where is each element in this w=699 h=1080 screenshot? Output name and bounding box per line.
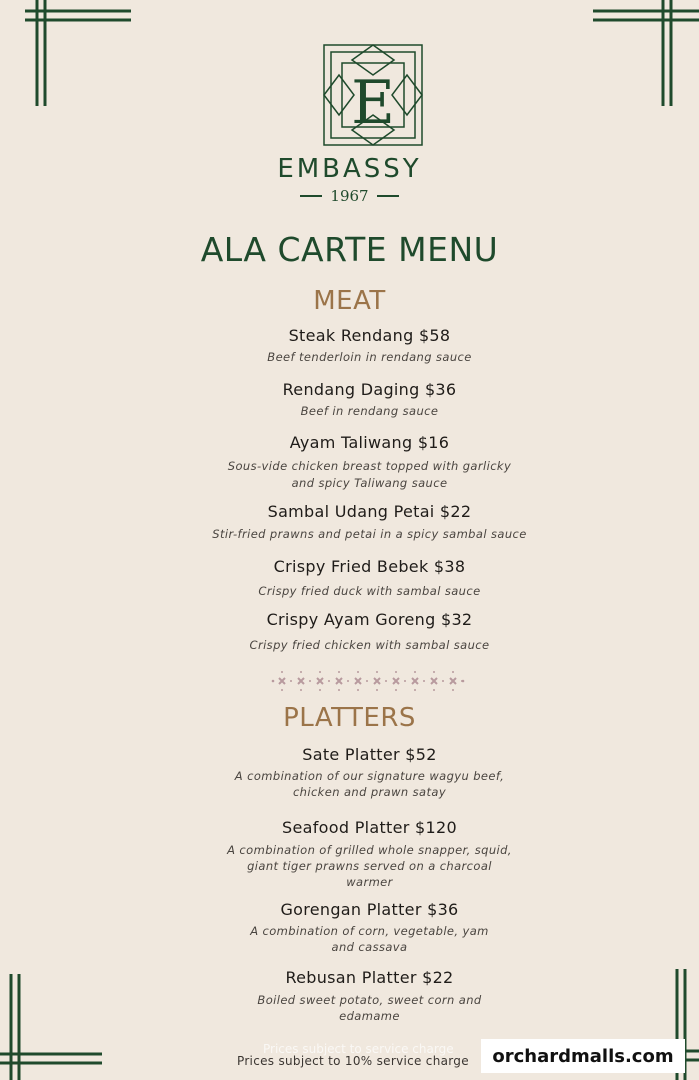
menu-item-desc: warmer [346, 875, 393, 889]
divider-cross-mark [412, 678, 418, 684]
divider-dot [433, 689, 435, 691]
divider-dot [319, 689, 321, 691]
menu-title: ALA CARTE MENU [200, 230, 499, 269]
menu-item-desc: Boiled sweet potato, sweet corn and [257, 993, 482, 1007]
menu-item-name: Crispy Fried Bebek $38 [273, 557, 466, 576]
brand-year-row [0, 186, 699, 206]
divider-dot [452, 671, 454, 673]
divider-dot [290, 680, 292, 682]
year-rule-left [300, 195, 322, 197]
divider-cross-mark [393, 678, 399, 684]
divider-cross-mark [317, 678, 323, 684]
embassy-logo-emblem [322, 43, 424, 147]
menu-item-desc: A combination of corn, vegetable, yam [250, 924, 489, 938]
divider-dot [395, 689, 397, 691]
menu-item-name: Sate Platter $52 [302, 745, 437, 764]
divider-cross-mark [374, 678, 380, 684]
year-rule-right [377, 195, 399, 197]
divider-dot [414, 689, 416, 691]
menu-item-desc: A combination of our signature wagyu beef, [234, 769, 505, 783]
menu-item-desc: edamame [339, 1009, 400, 1023]
divider-dot [414, 671, 416, 673]
corner-ornament-top-right [585, 0, 699, 110]
menu-item-desc: Crispy fried duck with sambal sauce [258, 584, 481, 598]
footer-service-charge: Prices subject to 10% service charge [237, 1054, 469, 1068]
menu-item-desc: giant tiger prawns served on a charcoal [247, 859, 492, 873]
menu-item-desc: and cassava [331, 940, 408, 954]
divider-cross-mark [431, 678, 437, 684]
divider-dot [376, 671, 378, 673]
menu-item-name: Crispy Ayam Goreng $32 [266, 610, 473, 629]
menu-item-name: Steak Rendang $58 [288, 326, 451, 345]
section-title-platters: PLATTERS [283, 703, 416, 733]
divider-dot [423, 680, 425, 682]
footer-ghost-text: Prices subject to service charge [263, 1042, 454, 1056]
divider-dot [319, 671, 321, 673]
divider-dot [442, 680, 444, 682]
divider-dot [385, 680, 387, 682]
divider-dot [309, 680, 311, 682]
divider-dot [281, 671, 283, 673]
divider-dot [338, 671, 340, 673]
menu-item-desc: and spicy Taliwang sauce [291, 476, 448, 490]
menu-item-desc: Beef in rendang sauce [300, 404, 439, 418]
divider-cross-mark [450, 678, 456, 684]
divider-dot [461, 680, 463, 682]
divider-dot [357, 671, 359, 673]
menu-item-desc: A combination of grilled whole snapper, squid, [227, 843, 512, 857]
menu-item-name: Gorengan Platter $36 [280, 900, 459, 919]
menu-item-desc: chicken and prawn satay [292, 785, 447, 799]
section-title-meat: MEAT [313, 286, 386, 316]
menu-item-desc: Beef tenderloin in rendang sauce [267, 350, 472, 364]
brand-name: EMBASSY [277, 154, 422, 184]
ornamental-divider [270, 668, 466, 694]
brand-year: 1967 [330, 187, 369, 205]
divider-dot [328, 680, 330, 682]
divider-dot [433, 671, 435, 673]
logo-letter: E [351, 68, 395, 138]
divider-cross-mark [355, 678, 361, 684]
menu-item-name: Ayam Taliwang $16 [289, 433, 450, 452]
divider-dot [366, 680, 368, 682]
menu-item-desc: Stir-fried prawns and petai in a spicy sambal sauce [212, 527, 527, 541]
divider-dot [395, 671, 397, 673]
menu-item-name: Rebusan Platter $22 [285, 968, 454, 987]
menu-item-name: Sambal Udang Petai $22 [267, 502, 472, 521]
divider-dot [300, 671, 302, 673]
divider-dot [357, 689, 359, 691]
divider-cross-mark [336, 678, 342, 684]
divider-dot [300, 689, 302, 691]
divider-dot [347, 680, 349, 682]
divider-dot [376, 689, 378, 691]
divider-cross-mark [298, 678, 304, 684]
watermark-badge: orchardmalls.com [481, 1039, 685, 1073]
menu-item-desc: Crispy fried chicken with sambal sauce [249, 638, 490, 652]
menu-item-desc: Sous-vide chicken breast topped with garlicky [227, 459, 512, 473]
menu-item-name: Rendang Daging $36 [282, 380, 457, 399]
divider-dot [404, 680, 406, 682]
divider-cross-mark [279, 678, 285, 684]
divider-dot [281, 689, 283, 691]
divider-dot [452, 689, 454, 691]
corner-ornament-top-left [0, 0, 140, 110]
menu-item-name: Seafood Platter $120 [282, 818, 457, 837]
divider-dot [338, 689, 340, 691]
